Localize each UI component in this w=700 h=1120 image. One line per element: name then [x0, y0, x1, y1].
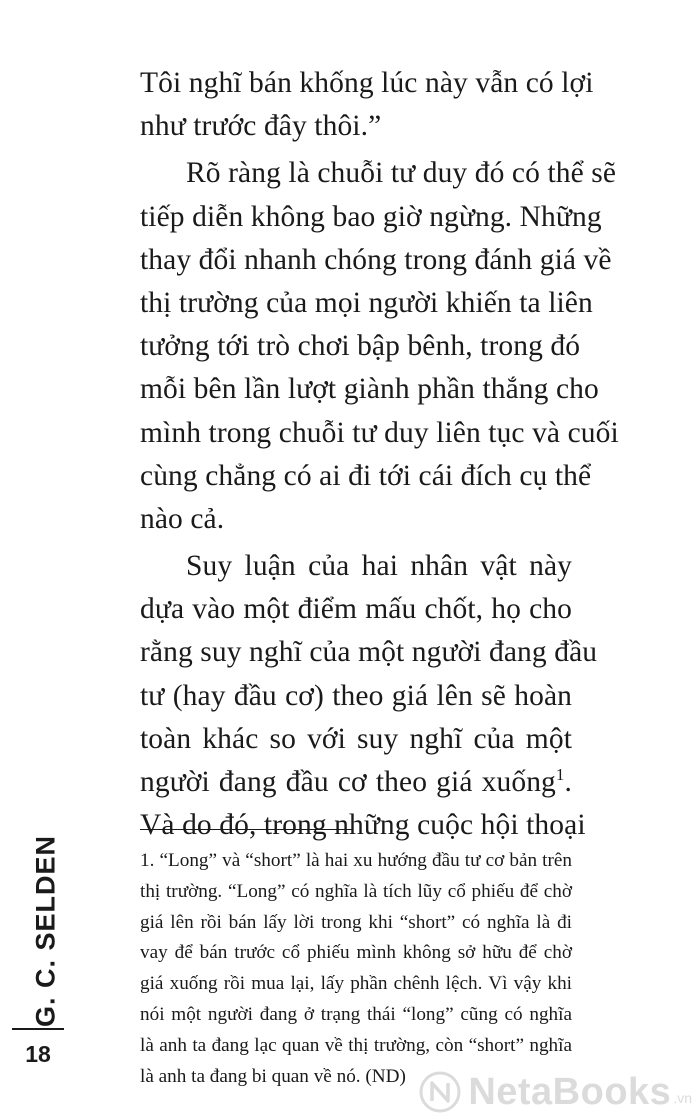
body-line-with-footnote [140, 761, 572, 804]
body-text [140, 62, 619, 847]
body-line: Suy luận của hai nhân vật này [186, 550, 572, 583]
netabooks-logo-icon [418, 1070, 462, 1114]
body-line: tư (hay đầu cơ) theo giá lên sẽ hoàn [140, 679, 572, 712]
author-name: G. C. SELDEN [30, 834, 61, 1028]
body-line: Rõ ràng là chuỗi tư duy đó có thể sẽ [186, 157, 617, 190]
body-line: nào cả. [140, 502, 225, 535]
footnote-line: giá lên rồi bán lấy lời trong khi “short” có nghĩa là đi [140, 911, 572, 933]
footnote-line: thị trường. “Long” có nghĩa là tích lũy cổ phiếu để chờ [140, 880, 572, 902]
body-line: Tôi nghĩ bán khống lúc này vẫn có lợi [140, 67, 594, 99]
footnote-line: 1. “Long” và “short” là hai xu hướng đầu tư cơ bản trên [140, 850, 572, 871]
footnote-line: là anh ta đang bi quan về nó. (ND) [140, 1065, 406, 1087]
footnote [140, 846, 572, 1092]
body-line: như trước đây thôi.” [140, 110, 382, 143]
page-number: 18 [25, 1041, 51, 1067]
page-number-divider [12, 1028, 64, 1030]
body-line: toàn khác so với suy nghĩ của một [140, 722, 572, 755]
body-line: thay đổi nhanh chóng trong đánh giá về [140, 243, 612, 276]
body-line: cùng chẳng có ai đi tới cái đích cụ thể [140, 459, 592, 492]
watermark-suffix: .vn [673, 1090, 692, 1106]
body-line: tiếp diễn không bao giờ ngừng. Những [140, 200, 602, 233]
watermark-text: NetaBooks [468, 1070, 672, 1113]
running-head [16, 834, 76, 1028]
body-line: thị trường của mọi người khiến ta liên [140, 286, 593, 319]
body-line: dựa vào một điểm mấu chốt, họ cho [140, 593, 572, 626]
footnote-reference[interactable]: 1 [555, 765, 565, 785]
body-line: mỗi bên lần lượt giành phần thắng cho [140, 373, 599, 406]
footnote-line: vay để bán trước cổ phiếu mình không sở hữu để chờ [140, 942, 572, 964]
body-line: Và do đó, trong những cuộc hội thoại [140, 809, 586, 842]
body-line: mình trong chuỗi tư duy liên tục và cuối [140, 416, 619, 449]
footnote-line: giá xuống rồi mua lại, lấy phần chênh lệch. Vì vậy khi [140, 973, 572, 995]
body-line: tưởng tới trò chơi bập bênh, trong đó [140, 330, 581, 363]
footnote-divider [140, 829, 352, 830]
footnote-line: là anh ta đang lạc quan về thị trường, còn “short” nghĩa [140, 1034, 572, 1056]
footnote-reference-punct: . [564, 766, 572, 798]
watermark [418, 1070, 692, 1114]
body-line-text: người đang đầu cơ theo giá xuống [140, 766, 556, 798]
footnote-line: nói một người đang ở trạng thái “long” cũng có nghĩa [140, 1003, 572, 1025]
body-line: rằng suy nghĩ của một người đang đầu [140, 636, 598, 669]
